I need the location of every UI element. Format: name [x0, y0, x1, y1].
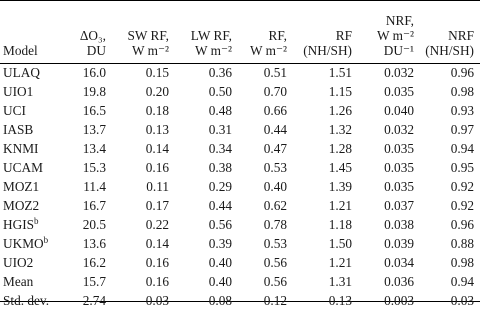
header-nrf-ratio [420, 0, 480, 61]
header-lw-rf [175, 0, 238, 61]
cell-nrf-ratio: 0.98 [450, 84, 474, 99]
cell-lw-rf: 0.50 [208, 84, 232, 99]
cell-nrf-ratio: 0.97 [450, 122, 474, 137]
cell-delta-o3: 20.5 [82, 217, 106, 232]
header-sw-rf-line1: SW RF, [127, 28, 169, 43]
cell-model [0, 158, 62, 177]
cell-nrf: 0.038 [384, 217, 414, 232]
cell-lw-rf: 0.40 [208, 274, 232, 289]
cell-delta-o3: 19.8 [82, 84, 106, 99]
cell-rf: 0.70 [263, 84, 287, 99]
model-name: MOZ2 [3, 198, 40, 213]
cell-nrf: 0.035 [384, 84, 414, 99]
cell-lw-rf: 0.44 [208, 198, 232, 213]
cell-rf: 0.51 [263, 65, 287, 80]
cell-nrf-ratio: 0.92 [450, 198, 474, 213]
cell-delta-o3: 15.7 [82, 274, 106, 289]
model-name: UCAM [3, 160, 43, 175]
header-nrf-line3: DU⁻¹ [383, 43, 414, 58]
cell-nrf: 0.035 [384, 141, 414, 156]
cell-delta-o3: 16.7 [82, 198, 106, 213]
table-row [0, 215, 480, 234]
cell-rf: 0.66 [263, 103, 287, 118]
table-row [0, 139, 480, 158]
cell-rf: 0.40 [263, 179, 287, 194]
table-row [0, 82, 480, 101]
cell-model [0, 272, 62, 291]
table-row [0, 101, 480, 120]
cell-delta-o3: 16.5 [82, 103, 106, 118]
cell-sw-rf: 0.14 [145, 236, 169, 251]
cell-rf-ratio: 1.32 [328, 122, 352, 137]
header-delta-o3 [62, 0, 112, 61]
cell-rf-ratio: 1.21 [328, 255, 352, 270]
cell-delta-o3: 15.3 [82, 160, 106, 175]
cell-model [0, 177, 62, 196]
header-rf-ratio-line2: (NH/SH) [303, 43, 352, 58]
header-lw-rf-line1: LW RF, [190, 28, 232, 43]
cell-model [0, 101, 62, 120]
cell-rf-ratio: 1.26 [328, 103, 352, 118]
cell-rf-ratio: 1.21 [328, 198, 352, 213]
cell-sw-rf: 0.11 [146, 179, 169, 194]
header-rf-line2: W m⁻² [250, 43, 287, 58]
cell-sw-rf: 0.16 [145, 160, 169, 175]
header-rf-line1: RF, [268, 28, 287, 43]
model-name: MOZ1 [3, 179, 40, 194]
cell-nrf: 0.040 [384, 103, 414, 118]
cell-rf-ratio: 1.45 [328, 160, 352, 175]
cell-rf-ratio: 1.28 [328, 141, 352, 156]
cell-nrf-ratio: 0.03 [450, 293, 474, 308]
cell-rf-ratio: 1.39 [328, 179, 352, 194]
table-row [0, 177, 480, 196]
cell-model [0, 139, 62, 158]
header-rf-ratio-line1: RF [335, 28, 352, 43]
cell-rf: 0.56 [263, 255, 287, 270]
cell-sw-rf: 0.15 [145, 65, 169, 80]
cell-nrf: 0.037 [384, 198, 414, 213]
model-name: UIO2 [3, 255, 34, 270]
header-sw-rf [112, 0, 175, 61]
header-sw-rf-line2: W m⁻² [132, 43, 169, 58]
header-rf [238, 0, 293, 61]
cell-rf-ratio: 1.50 [328, 236, 352, 251]
cell-model [0, 82, 62, 101]
model-name: Mean [3, 274, 34, 289]
cell-rf: 0.47 [263, 141, 287, 156]
cell-nrf: 0.039 [384, 236, 414, 251]
model-name: UKMO [3, 236, 44, 251]
cell-rf-ratio: 0.13 [328, 293, 352, 308]
header-model-label: Model [3, 43, 38, 58]
table-row [0, 272, 480, 291]
header-lw-rf-line2: W m⁻² [195, 43, 232, 58]
cell-lw-rf: 0.48 [208, 103, 232, 118]
cell-sw-rf: 0.18 [145, 103, 169, 118]
cell-rf: 0.44 [263, 122, 287, 137]
cell-sw-rf: 0.13 [145, 122, 169, 137]
table-row [0, 291, 480, 310]
cell-lw-rf: 0.31 [208, 122, 232, 137]
footnote-marker: b [43, 235, 49, 245]
model-name: UIO1 [3, 84, 34, 99]
cell-nrf: 0.035 [384, 160, 414, 175]
table-row [0, 253, 480, 272]
cell-rf: 0.12 [263, 293, 287, 308]
header-delta-o3-line2: DU [86, 43, 106, 58]
cell-nrf-ratio: 0.98 [450, 255, 474, 270]
table-header-row [0, 0, 480, 61]
cell-model [0, 253, 62, 272]
cell-model [0, 61, 62, 82]
table-row [0, 61, 480, 82]
model-name: ULAQ [3, 65, 40, 80]
model-name: IASB [3, 122, 34, 137]
cell-lw-rf: 0.39 [208, 236, 232, 251]
cell-nrf: 0.036 [384, 274, 414, 289]
cell-rf: 0.56 [263, 274, 287, 289]
cell-rf: 0.53 [263, 160, 287, 175]
cell-nrf-ratio: 0.94 [450, 274, 474, 289]
header-nrf-line1: NRF, [385, 13, 414, 28]
cell-rf-ratio: 1.51 [328, 65, 352, 80]
header-delta-o3-line1: ΔO₃, [79, 28, 106, 43]
cell-sw-rf: 0.16 [145, 255, 169, 270]
cell-nrf: 0.034 [384, 255, 414, 270]
table-row [0, 234, 480, 253]
header-nrf-ratio-line2: (NH/SH) [425, 43, 474, 58]
cell-model [0, 196, 62, 215]
cell-rf-ratio: 1.18 [328, 217, 352, 232]
cell-rf: 0.62 [263, 198, 287, 213]
cell-lw-rf: 0.38 [208, 160, 232, 175]
header-nrf-line2: W m⁻² [377, 28, 414, 43]
cell-nrf: 0.032 [384, 122, 414, 137]
cell-sw-rf: 0.03 [145, 293, 169, 308]
cell-rf-ratio: 1.15 [328, 84, 352, 99]
cell-model [0, 215, 62, 234]
cell-rf: 0.78 [263, 217, 287, 232]
cell-nrf-ratio: 0.92 [450, 179, 474, 194]
model-name: HGIS [3, 217, 35, 232]
table-row [0, 120, 480, 139]
cell-nrf-ratio: 0.88 [450, 236, 474, 251]
cell-nrf-ratio: 0.95 [450, 160, 474, 175]
cell-lw-rf: 0.40 [208, 255, 232, 270]
cell-lw-rf: 0.36 [208, 65, 232, 80]
cell-sw-rf: 0.17 [145, 198, 169, 213]
cell-delta-o3: 13.4 [82, 141, 106, 156]
model-name: UCI [3, 103, 26, 118]
model-name: KNMI [3, 141, 39, 156]
cell-delta-o3: 2.74 [82, 293, 106, 308]
cell-sw-rf: 0.20 [145, 84, 169, 99]
footnote-marker: b [34, 216, 39, 226]
header-rf-ratio [293, 0, 358, 61]
cell-nrf-ratio: 0.96 [450, 65, 474, 80]
header-nrf [358, 0, 420, 61]
table-row [0, 196, 480, 215]
cell-model [0, 291, 62, 310]
cell-delta-o3: 13.7 [82, 122, 106, 137]
cell-nrf-ratio: 0.96 [450, 217, 474, 232]
cell-sw-rf: 0.22 [145, 217, 169, 232]
header-model [0, 0, 62, 61]
cell-nrf: 0.003 [384, 293, 414, 308]
cell-delta-o3: 11.4 [83, 179, 106, 194]
cell-delta-o3: 16.0 [82, 65, 106, 80]
cell-lw-rf: 0.56 [208, 217, 232, 232]
cell-rf-ratio: 1.31 [328, 274, 352, 289]
cell-sw-rf: 0.16 [145, 274, 169, 289]
cell-nrf-ratio: 0.94 [450, 141, 474, 156]
cell-lw-rf: 0.29 [208, 179, 232, 194]
cell-sw-rf: 0.14 [145, 141, 169, 156]
cell-delta-o3: 16.2 [82, 255, 106, 270]
cell-nrf-ratio: 0.93 [450, 103, 474, 118]
header-nrf-ratio-line1: NRF [448, 28, 474, 43]
cell-rf: 0.53 [263, 236, 287, 251]
cell-nrf: 0.035 [384, 179, 414, 194]
cell-lw-rf: 0.08 [208, 293, 232, 308]
cell-model [0, 120, 62, 139]
model-name: Std. dev. [3, 293, 50, 308]
cell-lw-rf: 0.34 [208, 141, 232, 156]
table-row [0, 158, 480, 177]
cell-nrf: 0.032 [384, 65, 414, 80]
cell-delta-o3: 13.6 [82, 236, 106, 251]
table-body [0, 61, 480, 310]
cell-model [0, 234, 62, 253]
